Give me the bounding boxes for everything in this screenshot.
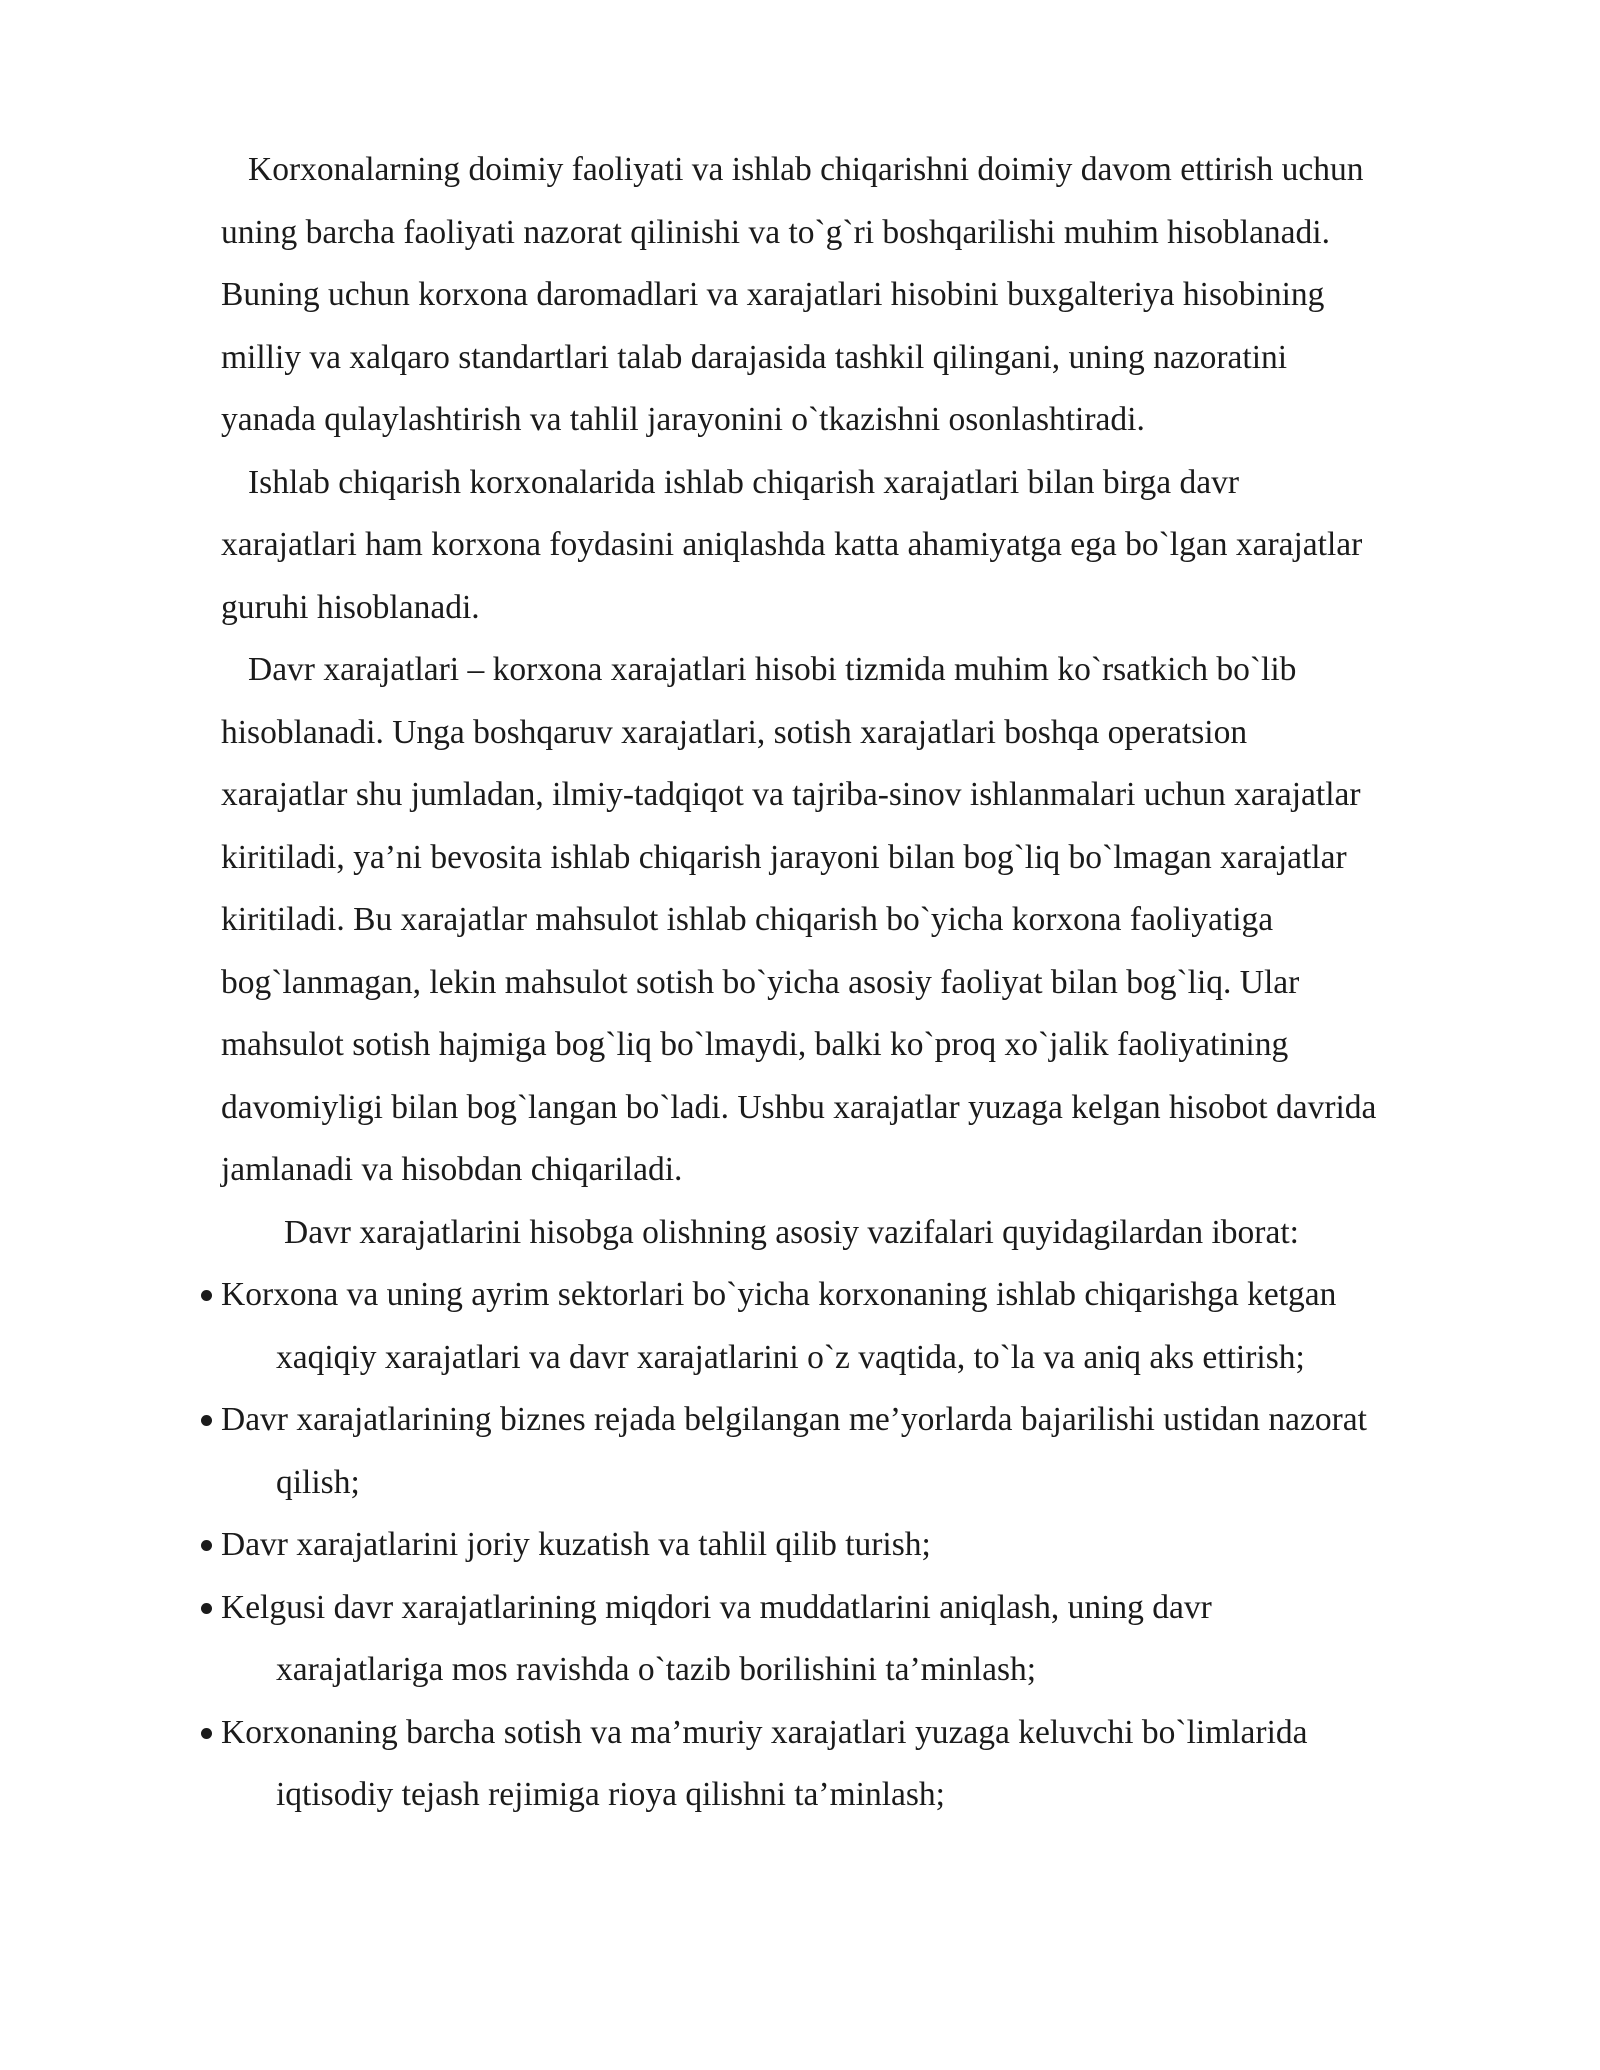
list-item-1-line-1: Korxona va uning ayrim sektorlari bo`yicha korxonaning ishlab chiqarishga ketgan <box>221 1276 1337 1313</box>
bullet-icon <box>201 1540 212 1551</box>
list-item-2-line-1: Davr xarajatlarining biznes rejada belgilangan me’yorlarda bajarilishi ustidan nazorat <box>221 1401 1367 1438</box>
paragraph-2-line-3: guruhi hisoblanadi. <box>221 589 480 626</box>
paragraph-3-line-4: kiritiladi, ya’ni bevosita ishlab chiqarish jarayoni bilan bog`liq bo`lmagan xarajatlar <box>221 839 1347 876</box>
paragraph-2-line-1: Ishlab chiqarish korxonalarida ishlab chiqarish xarajatlari bilan birga davr <box>248 464 1240 501</box>
list-item-5-line-2: iqtisodiy tejash rejimiga rioya qilishni ta’minlash; <box>276 1776 945 1813</box>
list-item-3-line-1: Davr xarajatlarini joriy kuzatish va tahlil qilib turish; <box>221 1526 931 1563</box>
list-item-1-line-2: xaqiqiy xarajatlari va davr xarajatlarini o`z vaqtida, to`la va aniq aks ettirish; <box>276 1339 1305 1376</box>
paragraph-3-line-1: Davr xarajatlari – korxona xarajatlari hisobi tizmida muhim ko`rsatkich bo`lib <box>248 651 1297 688</box>
paragraph-3-line-8: davomiyligi bilan bog`langan bo`ladi. Ushbu xarajatlar yuzaga kelgan hisobot davrida <box>221 1089 1377 1126</box>
paragraph-1-line-1: Korxonalarning doimiy faoliyati va ishlab chiqarishni doimiy davom ettirish uchun <box>248 151 1364 188</box>
paragraph-2-line-2: xarajatlari ham korxona foydasini aniqlashda katta ahamiyatga ega bo`lgan xarajatlar <box>221 526 1363 563</box>
paragraph-1-line-5: yanada qulaylashtirish va tahlil jarayonini o`tkazishni osonlashtiradi. <box>221 401 1145 438</box>
paragraph-3-line-2: hisoblanadi. Unga boshqaruv xarajatlari, sotish xarajatlari boshqa operatsion <box>221 714 1248 751</box>
paragraph-3-line-3: xarajatlar shu jumladan, ilmiy-tadqiqot va tajriba-sinov ishlanmalari uchun xarajatlar <box>221 776 1361 813</box>
bullet-icon <box>201 1603 212 1614</box>
bullet-icon <box>201 1415 212 1426</box>
paragraph-3-line-6: bog`lanmagan, lekin mahsulot sotish bo`yicha asosiy faoliyat bilan bog`liq. Ular <box>221 964 1300 1001</box>
bullet-icon <box>201 1728 212 1739</box>
paragraph-1-line-3: Buning uchun korxona daromadlari va xarajatlari hisobini buxgalteriya hisobining <box>221 276 1325 313</box>
paragraph-3-line-9: jamlanadi va hisobdan chiqariladi. <box>221 1151 683 1188</box>
bullet-icon <box>201 1290 212 1301</box>
paragraph-3-line-7: mahsulot sotish hajmiga bog`liq bo`lmaydi, balki ko`proq xo`jalik faoliyatining <box>221 1026 1289 1063</box>
list-item-4-line-2: xarajatlariga mos ravishda o`tazib borilishini ta’minlash; <box>276 1651 1037 1688</box>
list-intro: Davr xarajatlarini hisobga olishning asosiy vazifalari quyidagilardan iborat: <box>284 1214 1299 1251</box>
list-item-4-line-1: Kelgusi davr xarajatlarining miqdori va muddatlarini aniqlash, uning davr <box>221 1589 1212 1626</box>
list-item-2-line-2: qilish; <box>276 1464 360 1501</box>
paragraph-1-line-4: milliy va xalqaro standartlari talab darajasida tashkil qilingani, uning nazoratini <box>221 339 1288 376</box>
paragraph-1-line-2: uning barcha faoliyati nazorat qilinishi va to`g`ri boshqarilishi muhim hisoblanadi. <box>221 214 1330 251</box>
list-item-5-line-1: Korxonaning barcha sotish va ma’muriy xarajatlari yuzaga keluvchi bo`limlarida <box>221 1714 1308 1751</box>
paragraph-3-line-5: kiritiladi. Bu xarajatlar mahsulot ishlab chiqarish bo`yicha korxona faoliyatiga <box>221 901 1274 938</box>
